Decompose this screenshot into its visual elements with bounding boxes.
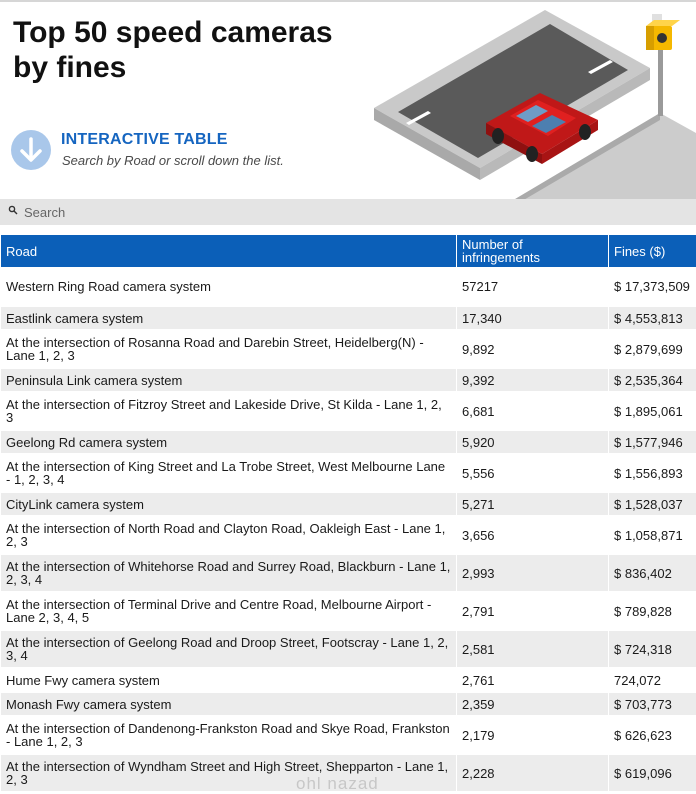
cell-fines: $ 703,773 (608, 693, 696, 717)
cell-fines: $ 626,623 (608, 717, 696, 755)
table-row (1, 331, 696, 369)
cell-road: CityLink camera system (1, 493, 456, 517)
cell-road: At the intersection of Fitzroy Street and Lakeside Drive, St Kilda - Lane 1, 2, 3 (1, 393, 456, 431)
cell-road: At the intersection of Rosanna Road and Darebin Street, Heidelberg(N) - Lane 1, 2, 3 (1, 331, 456, 369)
table-row (1, 307, 696, 331)
info-subtitle: Search by Road or scroll down the list. (62, 153, 284, 168)
cell-infringements: 2,791 (456, 593, 608, 631)
cell-fines: $ 619,096 (608, 755, 696, 793)
table-row (1, 631, 696, 669)
table-row (1, 669, 696, 693)
column-header-road[interactable]: Road (1, 235, 456, 267)
cell-fines: $ 2,879,699 (608, 331, 696, 369)
table-header-row (1, 235, 696, 267)
column-header-infringements[interactable]: Number of infringements (456, 235, 608, 267)
cell-infringements: 57217 (456, 267, 608, 307)
cell-road: At the intersection of Terminal Drive and Centre Road, Melbourne Airport - Lane 2, 3, 4, 5 (1, 593, 456, 631)
cell-infringements: 6,681 (456, 393, 608, 431)
cell-infringements: 2,993 (456, 555, 608, 593)
cell-road: Eastlink camera system (1, 307, 456, 331)
cell-fines: $ 836,402 (608, 555, 696, 593)
cell-fines: $ 2,535,364 (608, 369, 696, 393)
down-arrow-icon (11, 130, 51, 170)
table-row (1, 517, 696, 555)
table-row (1, 493, 696, 517)
cell-infringements: 2,179 (456, 717, 608, 755)
cell-infringements: 2,761 (456, 669, 608, 693)
table-row (1, 431, 696, 455)
cell-fines: $ 1,556,893 (608, 455, 696, 493)
table-row (1, 369, 696, 393)
cell-road: Geelong Rd camera system (1, 431, 456, 455)
cell-infringements: 17,340 (456, 307, 608, 331)
road-car-camera-illustration (370, 8, 696, 208)
table-row (1, 267, 696, 307)
speed-camera-table (1, 235, 696, 793)
table-row (1, 555, 696, 593)
cell-infringements: 5,556 (456, 455, 608, 493)
cell-fines: $ 1,577,946 (608, 431, 696, 455)
cell-road: Monash Fwy camera system (1, 693, 456, 717)
cell-road: Hume Fwy camera system (1, 669, 456, 693)
cell-infringements: 9,892 (456, 331, 608, 369)
cell-fines: $ 1,528,037 (608, 493, 696, 517)
page-title-line-2: by fines (13, 51, 127, 84)
top-divider (0, 0, 696, 2)
cell-fines: $ 1,895,061 (608, 393, 696, 431)
cell-road: At the intersection of Dandenong-Frankston Road and Skye Road, Frankston - Lane 1, 2, 3 (1, 717, 456, 755)
cell-infringements: 5,271 (456, 493, 608, 517)
page-title (13, 15, 333, 85)
cell-road: Peninsula Link camera system (1, 369, 456, 393)
column-header-fines[interactable]: Fines ($) (608, 235, 696, 267)
search-icon (8, 205, 18, 215)
cell-road: At the intersection of North Road and Clayton Road, Oakleigh East - Lane 1, 2, 3 (1, 517, 456, 555)
cell-fines: $ 4,553,813 (608, 307, 696, 331)
table-row (1, 393, 696, 431)
search-bar[interactable] (0, 199, 696, 225)
cell-infringements: 5,920 (456, 431, 608, 455)
cell-infringements: 3,656 (456, 517, 608, 555)
cell-road: At the intersection of Wyndham Street and High Street, Shepparton - Lane 1, 2, 3 (1, 755, 456, 793)
cell-fines: $ 17,373,509 (608, 267, 696, 307)
table-row (1, 593, 696, 631)
table-row (1, 693, 696, 717)
page-title-line-1: Top 50 speed cameras (13, 16, 333, 49)
cell-infringements: 2,581 (456, 631, 608, 669)
cell-infringements: 9,392 (456, 369, 608, 393)
cell-road: At the intersection of Whitehorse Road and Surrey Road, Blackburn - Lane 1, 2, 3, 4 (1, 555, 456, 593)
search-input[interactable] (24, 201, 624, 223)
cell-road: At the intersection of King Street and La Trobe Street, West Melbourne Lane - 1, 2, 3, 4 (1, 455, 456, 493)
info-heading: INTERACTIVE TABLE (61, 131, 228, 148)
cell-road: At the intersection of Geelong Road and Droop Street, Footscray - Lane 1, 2, 3, 4 (1, 631, 456, 669)
watermark: ohl nazad (296, 774, 379, 793)
table-row (1, 717, 696, 755)
cell-fines: $ 789,828 (608, 593, 696, 631)
cell-road: Western Ring Road camera system (1, 267, 456, 307)
cell-fines: $ 724,318 (608, 631, 696, 669)
table-row (1, 455, 696, 493)
cell-infringements: 2,228 (456, 755, 608, 793)
cell-fines: 724,072 (608, 669, 696, 693)
cell-fines: $ 1,058,871 (608, 517, 696, 555)
cell-infringements: 2,359 (456, 693, 608, 717)
